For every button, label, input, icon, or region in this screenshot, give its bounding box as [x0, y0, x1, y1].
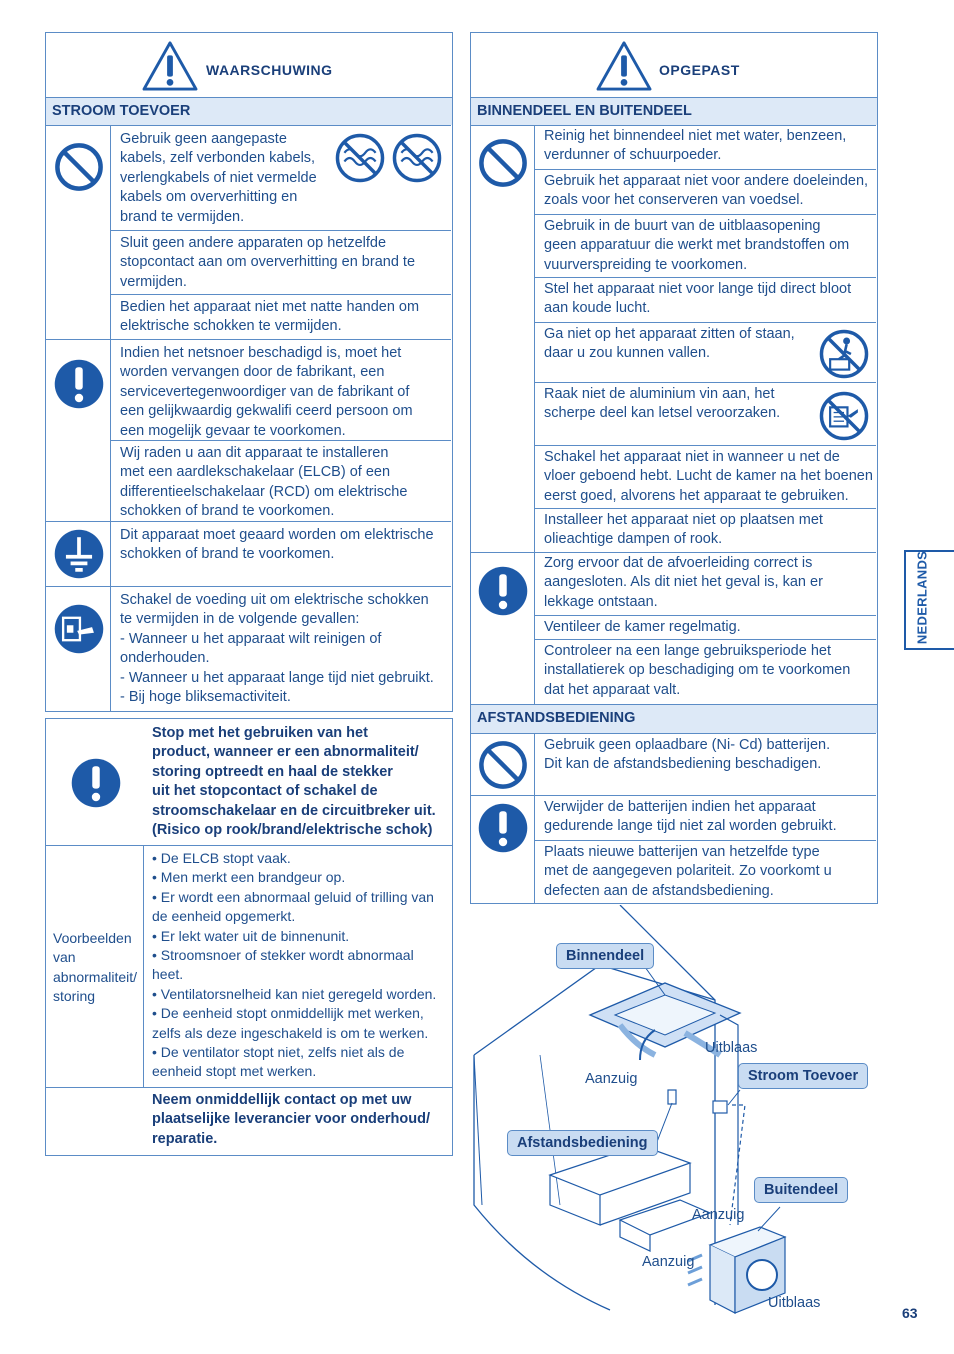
group-remote-must	[471, 795, 876, 903]
row-cold-air: Stel het apparaat niet voor lange tijd direct bloot aan koude lucht.	[544, 281, 852, 317]
caution-title: OPGEPAST	[659, 62, 740, 78]
label-aanzuig-top: Aanzuig	[585, 1071, 638, 1087]
row-wet-hands: Bedien het apparaat niet met natte handen om elektrische schokken te vermijden.	[120, 299, 420, 335]
prohibit-icon	[52, 140, 106, 194]
row-sit: Ga niet op het apparaat zitten of staan, daar u zou kunnen vallen.	[544, 326, 795, 362]
no-climb-icon	[818, 328, 870, 380]
row-switch-off-lightning: - Bij hoge bliksemactiviteit.	[120, 689, 291, 705]
row-socket: Sluit geen andere apparaten op hetzelfde stopcontact aan om oververhitting en brand te vermijden.	[120, 235, 416, 290]
warning-title: WAARSCHUWING	[206, 62, 333, 78]
group-unplug	[46, 586, 451, 711]
list-item: • Er wordt een abnormaal geluid of trilling van de eenheid opgemerkt.	[152, 888, 434, 925]
row-remove-batteries: Verwijder de batterijen indien het apparaat gedurende lange tijd niet zal worden gebruikt.	[544, 799, 837, 835]
mandatory-icon	[68, 755, 124, 811]
row-clean: Reinig het binnendeel niet met water, benzeen, verdunner of schuurpoeder.	[544, 128, 847, 164]
contact-text: Neem onmiddellijk contact op met uw plaatselijke leverancier voor onderhoud/ reparatie.	[152, 1092, 431, 1147]
language-tab	[904, 550, 954, 650]
group-must	[46, 339, 451, 521]
mandatory-icon	[51, 356, 107, 412]
no-extension-icon	[391, 132, 443, 184]
examples-list	[152, 849, 452, 1082]
warning-header	[46, 33, 451, 97]
warning-panel	[45, 32, 453, 712]
row-floor: Schakel het apparaat niet in wanneer u net de vloer geboend hebt. Lucht de kamer na het boenen eerst goed, alvorens het apparaat te gebruiken.	[544, 449, 873, 504]
no-cable-icon	[334, 132, 386, 184]
row-elcb: Wij raden u aan dit apparaat te installeren met een aardlekschakelaar (ELCB) of een differentieelschakelaar (RCD) om elektrische schokken of brand te voorkomen.	[120, 445, 408, 520]
list-item: • De ventilator stopt niet, zelfs niet als de eenheid stopt met werken.	[152, 1044, 405, 1080]
row-switch-off-unused: - Wanneer u het apparaat lange tijd niet gebruikt.	[120, 670, 434, 686]
list-item: • De eenheid stopt onmiddellijk met werken, zelfs als deze ingeschakeld is om te werken.	[152, 1005, 429, 1041]
label-stroom-toevoer: Stroom Toevoer	[738, 1063, 868, 1089]
examples-label: Voorbeelden van abnormaliteit/ storing	[53, 930, 138, 1005]
section-afstandsbediening: AFSTANDSBEDIENING	[471, 704, 877, 733]
list-item: • De ELCB stopt vaak.	[152, 850, 291, 866]
mandatory-icon	[475, 563, 531, 619]
no-touch-fin-icon	[818, 390, 870, 442]
row-fin: Raak niet de aluminium vin aan, het scherpe deel kan letsel veroorzaken.	[544, 386, 781, 422]
unplug-icon	[51, 601, 107, 657]
row-ventilate: Ventileer de kamer regelmatig.	[544, 619, 741, 635]
caution-header	[471, 33, 876, 97]
ground-icon	[51, 526, 107, 582]
list-item: • Er lekt water uit de binnenunit.	[152, 927, 350, 944]
warning-triangle-icon	[141, 40, 199, 92]
label-buitendeel: Buitendeel	[754, 1177, 848, 1203]
mandatory-icon	[475, 800, 531, 856]
label-aanzuig-mid: Aanzuig	[692, 1207, 745, 1223]
row-batteries-nicd: Gebruik geen oplaadbare (Ni- Cd) batterijen. Dit kan de afstandsbediening beschadigen.	[544, 737, 831, 773]
label-afstandsbediening: Afstandsbediening	[507, 1130, 658, 1156]
section-binnendeel-buitendeel: BINNENDEEL EN BUITENDEEL	[471, 97, 877, 125]
group-prohibit	[471, 125, 876, 552]
row-grounded: Dit apparaat moet geaard worden om elektrische schokken of brand te voorkomen.	[120, 527, 434, 563]
row-fuel: Gebruik in de buurt van de uitblaasopening geen apparatuur die werkt met brandstoffen om vuurverspreiding te voorkomen.	[544, 218, 850, 273]
stop-title: Stop met het gebruiken van het product, wanneer er een abnormaliteit/ storing optreedt en haal de stekker uit het stopcontact of schakel de stroomschakelaar en de circuitbreker uit. (Risico op rook/brand/elektrische schok)	[152, 725, 436, 839]
list-item: • Ventilatorsnelheid kan niet geregeld worden.	[152, 985, 437, 1002]
section-stroom-toevoer: STROOM TOEVOER	[46, 97, 452, 125]
label-uitblaas-top: Uitblaas	[705, 1040, 758, 1056]
group-must	[471, 552, 876, 704]
row-power-cord: Indien het netsnoer beschadigd is, moet het worden vervangen door de fabrikant, een servicevertegenwoordiger van de fabrikant of een gelijkwaardig gekwalifi ceerd persoon om een mogelijk gevaar te voorkomen.	[120, 345, 413, 439]
caution-panel	[470, 32, 878, 904]
row-switch-off-clean: - Wanneer u het apparaat wilt reinigen of onderhouden.	[120, 631, 382, 667]
row-switch-off: Schakel de voeding uit om elektrische schokken te vermijden in de volgende gevallen:	[120, 592, 429, 628]
group-ground	[46, 521, 451, 586]
list-item: • Men merkt een brandgeur op.	[152, 869, 346, 886]
examples-block	[46, 845, 451, 1087]
row-oil: Installeer het apparaat niet op plaatsen met olieachtige dampen of rook.	[544, 512, 823, 548]
language-label: NEDERLANDS	[914, 550, 930, 645]
group-remote-prohibit	[471, 733, 876, 795]
prohibit-icon	[476, 738, 530, 792]
page-number: 63	[902, 1305, 918, 1321]
row-purpose: Gebruik het apparaat niet voor andere doeleinden, zoals voor het conserveren van voedsel.	[544, 173, 869, 209]
label-binnendeel: Binnendeel	[556, 943, 654, 969]
prohibit-icon	[476, 136, 530, 190]
row-drain: Zorg ervoor dat de afvoerleiding correct is aangesloten. Als dit niet het geval is, kan er lekkage ontstaan.	[544, 555, 823, 610]
warning-triangle-icon	[595, 40, 653, 92]
row-rack: Controleer na een lange gebruiksperiode het installatierek op beschadiging om te voorkomen dat het apparaat valt.	[544, 643, 851, 698]
row-new-batteries: Plaats nieuwe batterijen van hetzelfde type met de aangegeven polariteit. Zo voorkomt u defecten aan de afstandsbediening.	[544, 844, 832, 899]
row-cables: Gebruik geen aangepaste kabels, zelf verbonden kabels, verlengkabels of niet vermelde kabels om oververhitting en brand te vermijden.	[120, 131, 317, 225]
stop-panel	[45, 718, 453, 1156]
label-aanzuig-low: Aanzuig	[642, 1254, 695, 1270]
list-item: • Stroomsnoer of stekker wordt abnormaal heet.	[152, 947, 414, 983]
group-prohibit	[46, 125, 451, 339]
label-uitblaas-bottom: Uitblaas	[768, 1295, 821, 1311]
installation-illustration	[470, 905, 878, 1325]
